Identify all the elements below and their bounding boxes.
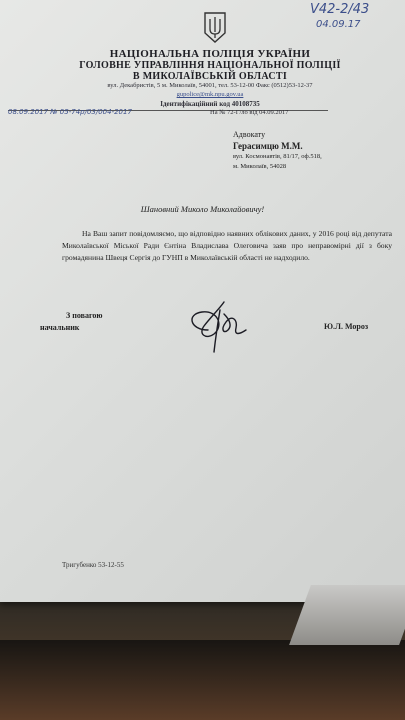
letterhead-code: Ідентифікаційний код 40108735 xyxy=(160,100,260,108)
closing-title: начальник xyxy=(40,323,80,332)
handwritten-reg-number: V42-2/43 xyxy=(310,2,370,17)
trident-emblem-icon xyxy=(202,10,228,44)
closing-regards: З повагою xyxy=(66,311,103,320)
signer-name: Ю.Л. Мороз xyxy=(324,322,369,331)
addressee-role: Адвокату xyxy=(233,130,266,139)
letter-body: На Ваш запит повідомляємо, що відповідно наявних облікових даних, у 2016 році від депутата Миколаївської Міської Ради Єнтіна Владислава Олеговича заяв про неправомірні дії з боку громадянина Швеця Сергія до ГУНП в Миколаївській області не надходило. xyxy=(62,229,392,262)
addressee-street: вул. Космонавтів, 81/17, оф.518, xyxy=(233,153,322,160)
handwritten-date: 04.09.17 xyxy=(316,19,361,30)
reference-number: На № 72-Г/ло від 04.09.2017 xyxy=(210,109,289,116)
addressee-block xyxy=(233,130,322,171)
letterhead-line-3: В МИКОЛАЇВСЬКІЙ ОБЛАСТІ xyxy=(132,71,288,82)
closing-block xyxy=(40,310,103,334)
letterhead-line-1: НАЦІОНАЛЬНА ПОЛІЦІЯ УКРАЇНИ xyxy=(109,48,311,60)
salutation: Шановний Миколо Миколайовичу! xyxy=(140,204,265,214)
letterhead-address: вул. Декабристів, 5 м. Миколаїв, 54001, тел. 53-12-00 Факс (0512)53-12-37 xyxy=(107,82,313,89)
handwritten-signature xyxy=(180,300,254,356)
page-curl xyxy=(289,585,405,645)
executor-contact: Тригубенко 53-12-55 xyxy=(62,561,124,569)
letterhead-email: gupolice@mk.npu.gov.ua xyxy=(176,91,244,98)
addressee-city: м. Миколаїв, 54028 xyxy=(233,163,287,170)
background-shadow xyxy=(0,640,405,720)
outgoing-number: 08.09.2017 № 05-74р/03/004-2017 xyxy=(8,108,132,116)
letterhead-line-2: ГОЛОВНЕ УПРАВЛІННЯ НАЦІОНАЛЬНОЇ ПОЛІЦІЇ xyxy=(79,60,341,71)
addressee-name: Герасимцю М.М. xyxy=(233,141,303,151)
